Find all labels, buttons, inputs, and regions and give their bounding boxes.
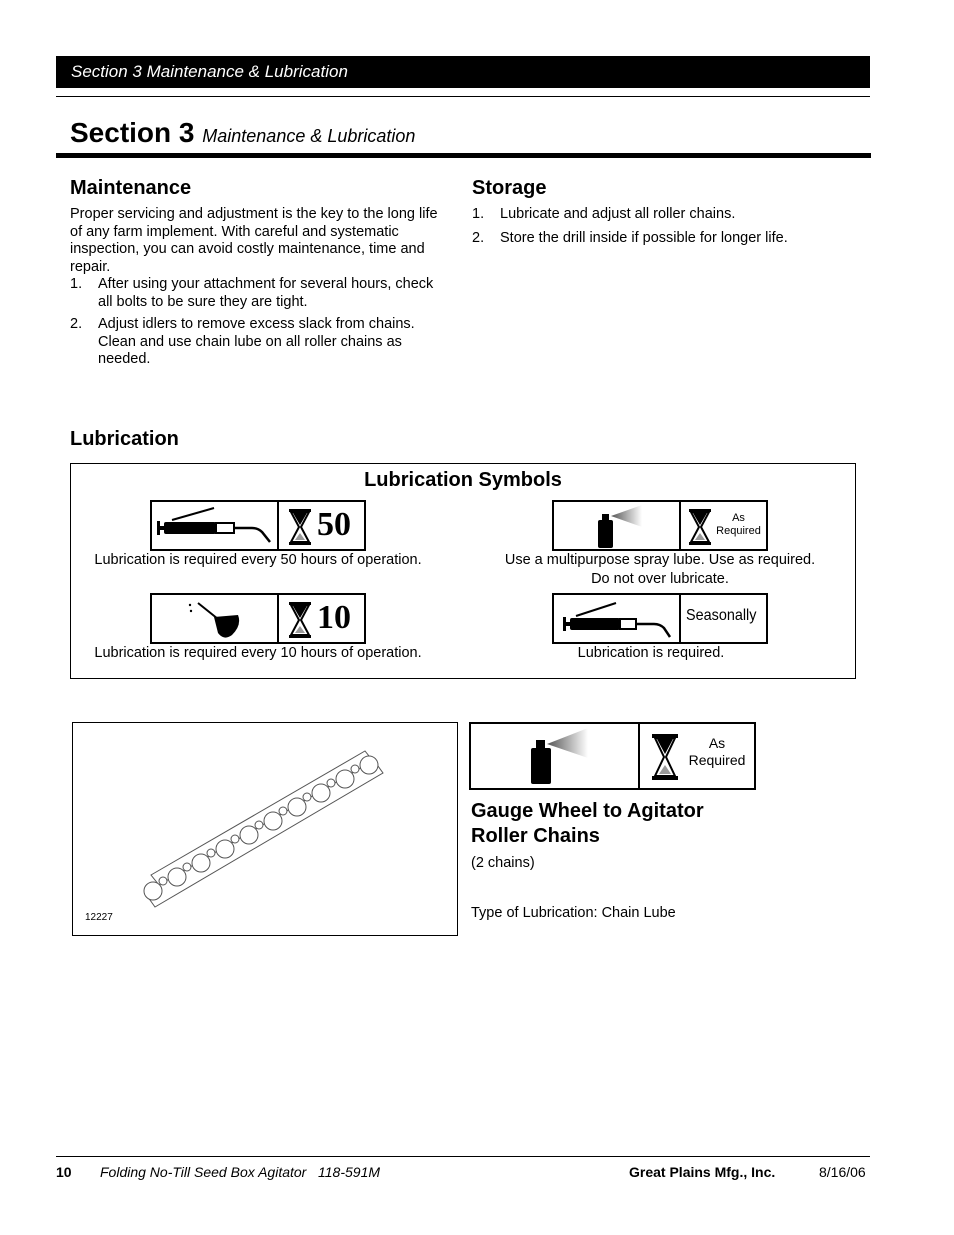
maintenance-intro: Proper servicing and adjustment is the key to the long life of any farm implement. With careful and systematic inspection, you can avoid costly maintenance, time and repair.: [70, 206, 438, 275]
symbol-spray-as-required: [552, 500, 768, 551]
storage-item-1: [472, 206, 852, 224]
list-text: Adjust idlers to remove excess slack from chains. Clean and use chain lube on all roller chains as needed.: [98, 316, 415, 367]
symbol-grease-seasonally: [552, 593, 768, 644]
list-text: After using your attachment for several hours, check all bolts to be sure they are tight.: [98, 276, 434, 310]
lubrication-heading: Lubrication: [70, 428, 179, 450]
hourglass-icon: [652, 734, 678, 780]
chain-heading: [471, 799, 704, 849]
list-number: 1.: [70, 276, 83, 292]
list-number: 1.: [472, 206, 485, 222]
caption-line: Use a multipurpose spray lube. Use as required.: [504, 552, 816, 568]
maintenance-heading: Maintenance: [70, 177, 192, 199]
roller-chain-figure: [72, 722, 458, 936]
chain-count: (2 chains): [471, 855, 535, 871]
symbol-grease-50: [150, 500, 366, 551]
lubrication-symbols-title: Lubrication Symbols: [364, 469, 562, 491]
spray-can-icon: [554, 502, 681, 549]
section-number: Section 3: [70, 117, 195, 148]
storage-item-2: [472, 230, 852, 248]
page-title: [70, 117, 415, 149]
running-header-bar: [56, 56, 870, 88]
footer-rule: [56, 1156, 870, 1157]
section-subtitle: Maintenance & Lubrication: [202, 126, 416, 146]
grease-gun-icon: [554, 595, 681, 642]
symbol-caption-50: Lubrication is required every 50 hours of operation.: [94, 552, 422, 568]
company-name: Great Plains Mfg., Inc.: [629, 1164, 776, 1180]
list-number: 2.: [472, 230, 485, 246]
grease-gun-icon: [152, 502, 279, 549]
caption-line: Do not over lubricate.: [591, 571, 729, 587]
storage-heading: Storage: [472, 177, 547, 199]
hourglass-icon: [289, 602, 311, 638]
lubrication-type: Type of Lubrication: Chain Lube: [471, 905, 676, 921]
interval-label: Seasonally: [686, 607, 757, 624]
page-footer: [0, 1164, 954, 1184]
header-rule: [56, 96, 870, 97]
symbol-caption-seasonally: Lubrication is required.: [577, 645, 725, 661]
chain-heading-line: Roller Chains: [471, 825, 600, 847]
list-text: Store the drill inside if possible for longer life.: [500, 230, 788, 246]
interval-label: As Required: [688, 735, 746, 768]
page-number: 10: [56, 1164, 72, 1180]
symbol-chain-spray-as-required: [469, 722, 756, 790]
oil-can-icon: [152, 595, 279, 642]
figure-number: 12227: [85, 912, 113, 923]
document-title: Folding No-Till Seed Box Agitator 118-591M: [100, 1164, 381, 1180]
maintenance-item-1: [70, 276, 450, 312]
symbol-oil-10: [150, 593, 366, 644]
maintenance-item-2: [70, 316, 450, 370]
list-number: 2.: [70, 316, 83, 332]
title-rule: [56, 153, 871, 158]
symbol-caption-10: Lubrication is required every 10 hours of operation.: [94, 645, 422, 661]
interval-number: 50: [317, 506, 351, 543]
footer-date: 8/16/06: [819, 1164, 866, 1180]
running-header-text: Section 3 Maintenance & Lubrication: [71, 62, 348, 81]
symbol-caption-spray: [472, 551, 848, 589]
list-text: Lubricate and adjust all roller chains.: [500, 206, 736, 222]
interval-label: As Required: [716, 512, 761, 537]
interval-number: 10: [317, 599, 351, 636]
chain-heading-line: Gauge Wheel to Agitator: [471, 800, 704, 822]
roller-chain-illustration: [73, 723, 456, 934]
spray-can-icon: [471, 724, 640, 788]
hourglass-icon: [689, 509, 711, 545]
hourglass-icon: [289, 509, 311, 545]
